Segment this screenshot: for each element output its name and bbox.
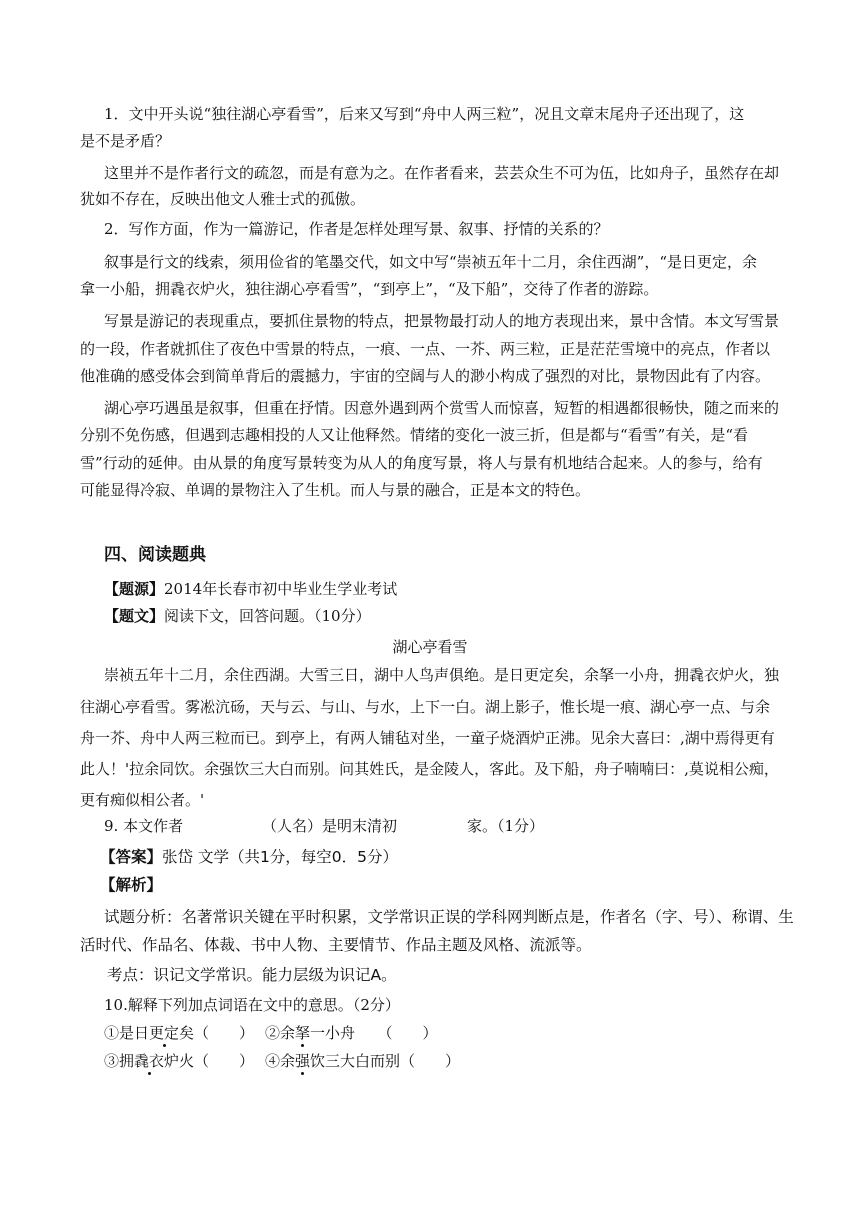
- answer-tag: 【答案】: [100, 848, 163, 866]
- passage-line2: 往湖心亭看雪。雾凇沆砀，天与云、与山、与水，上下一白。湖上影子，惟长堤一痕、湖心亭一点、与余: [80, 698, 771, 716]
- q9-part3: 家。（1分）: [467, 817, 545, 835]
- q10-item1-pre: ①是日: [104, 1024, 150, 1042]
- q1-question-line2: 是不是矛盾？: [80, 132, 171, 150]
- q10-item3: [104, 1050, 254, 1072]
- q10-item2-dotted: 拏: [295, 1024, 311, 1042]
- q1-answer-line1: 这里并不是作者行文的疏忽，而是有意为之。在作者看来，芸芸众生不可为伍，比如舟子，虽然存在却: [104, 164, 780, 182]
- q9-part1: 9. 本文作者: [104, 817, 184, 835]
- q2-p2-line2: 的一段，作者就抓住了夜色中雪景的特点，一痕、一点、一芥、两三粒，正是茫茫雪境中的亮点，作者以: [80, 340, 771, 358]
- kaodian-line: 考点：识记文学常识。能力层级为识记A。: [107, 966, 397, 984]
- passage-title: 湖心亭看雪: [392, 638, 468, 656]
- q9-part2: （人名）是明末清初: [262, 817, 398, 835]
- passage-line4: 此人！'拉余同饮。余强饮三大白而别。问其姓氏，是金陵人，客此。及下船，舟子喃喃曰：,莫说相公痴，: [80, 760, 779, 778]
- q10-item3-post: 炉火（ ）: [164, 1052, 255, 1070]
- source-line: [104, 578, 397, 600]
- passage-line3: 舟一芥、舟中人两三粒而已。到亭上，有两人铺毡对坐，一童子烧酒炉正沸。见余大喜曰：,湖中焉得更有: [80, 729, 775, 747]
- q10-item4-post: 饮三大白而别（ ）: [310, 1052, 461, 1070]
- section-heading: 四、阅读题典: [104, 545, 206, 565]
- q2-p1-line2: 拿一小船，拥毳衣炉火，独往湖心亭看雪”，“到亭上”，“及下船”，交待了作者的游踪。: [80, 280, 659, 298]
- prompt-line: [104, 605, 371, 627]
- q10-item2-pre: ②余: [265, 1024, 296, 1042]
- q2-p1-line1: 叙事是行文的线索，须用俭省的笔墨交代，如文中写“崇祯五年十二月，余住西湖”，“是日更定，余: [104, 253, 758, 271]
- q10-item3-dotted: 毳衣: [134, 1052, 165, 1070]
- q2-p3-line3: 雪”行动的延伸。由从景的角度写景转变为从人的角度写景，将人与景有机地结合起来。人的参与，给有: [80, 454, 763, 472]
- q1-answer-line2: 犹如不存在，反映出他文人雅士式的孤傲。: [80, 190, 366, 208]
- q2-p2-line1: 写景是游记的表现重点，要抓住景物的特点，把景物最打动人的地方表现出来，景中含情。本文写雪景: [104, 312, 780, 330]
- q10-item1: [104, 1022, 254, 1044]
- q2-p3-line4: 可能显得冷寂、单调的景物注入了生机。而人与景的融合，正是本文的特色。: [80, 481, 591, 499]
- q10-item3-pre: ③拥: [104, 1052, 135, 1070]
- q10-item1-dotted: 更定: [149, 1024, 180, 1042]
- analysis-line1: 试题分析：名著常识关键在平时积累，文学常识正误的学科网判断点是，作者名（字、号）、称谓、生: [104, 908, 794, 926]
- q2-p3-line1: 湖心亭巧遇虽是叙事，但重在抒情。因意外遇到两个赏雪人而惊喜，短暂的相遇都很畅快，随之而来的: [104, 399, 780, 417]
- q2-p3-line2: 分别不免伤感，但遇到志趣相投的人又让他释然。情绪的变化一波三折，但是都与“看雪”有关，是“看: [80, 426, 749, 444]
- q2-question: 2．写作方面，作为一篇游记，作者是怎样处理写景、叙事、抒情的关系的？: [104, 220, 609, 238]
- q10-item2: [265, 1022, 438, 1044]
- q2-p2-line3: 他准确的感受体会到简单背后的震撼力，宇宙的空阔与人的渺小构成了强烈的对比，景物因此有了内容。: [80, 367, 771, 385]
- passage-line5: 更有痴似相公者。': [80, 791, 205, 809]
- q10-item4-pre: ④余: [265, 1052, 296, 1070]
- prompt-tag: 【题文】: [104, 607, 165, 625]
- prompt-text: 阅读下文，回答问题。（10分）: [164, 607, 371, 625]
- q10-item2-post: 一小舟 （ ）: [310, 1024, 438, 1042]
- q9-answer: [100, 846, 398, 868]
- q10-title: 10.解释下列加点词语在文中的意思。（2分）: [104, 996, 400, 1014]
- answer-text: 张岱 文学（共1分，每空0．5分）: [162, 848, 399, 866]
- analysis-tag: 【解析】: [100, 876, 163, 894]
- passage-line1: 崇祯五年十二月，余住西湖。大雪三日，湖中人鸟声俱绝。是日更定矣，余拏一小舟，拥毳衣炉火，独: [104, 666, 780, 684]
- q10-item4-dotted: 强: [295, 1052, 311, 1070]
- q10-item4: [265, 1050, 460, 1072]
- source-tag: 【题源】: [104, 580, 165, 598]
- analysis-line2: 活时代、作品名、体裁、书中人物、主要情节、作品主题及风格、流派等。: [80, 936, 592, 954]
- q1-question-line1: 1．文中开头说“独往湖心亭看雪”，后来又写到“舟中人两三粒”，况且文章末尾舟子还出现了，这: [104, 105, 745, 123]
- q10-item1-post: 矣（ ）: [179, 1024, 255, 1042]
- source-text: 2014年长春市初中毕业生学业考试: [164, 580, 398, 598]
